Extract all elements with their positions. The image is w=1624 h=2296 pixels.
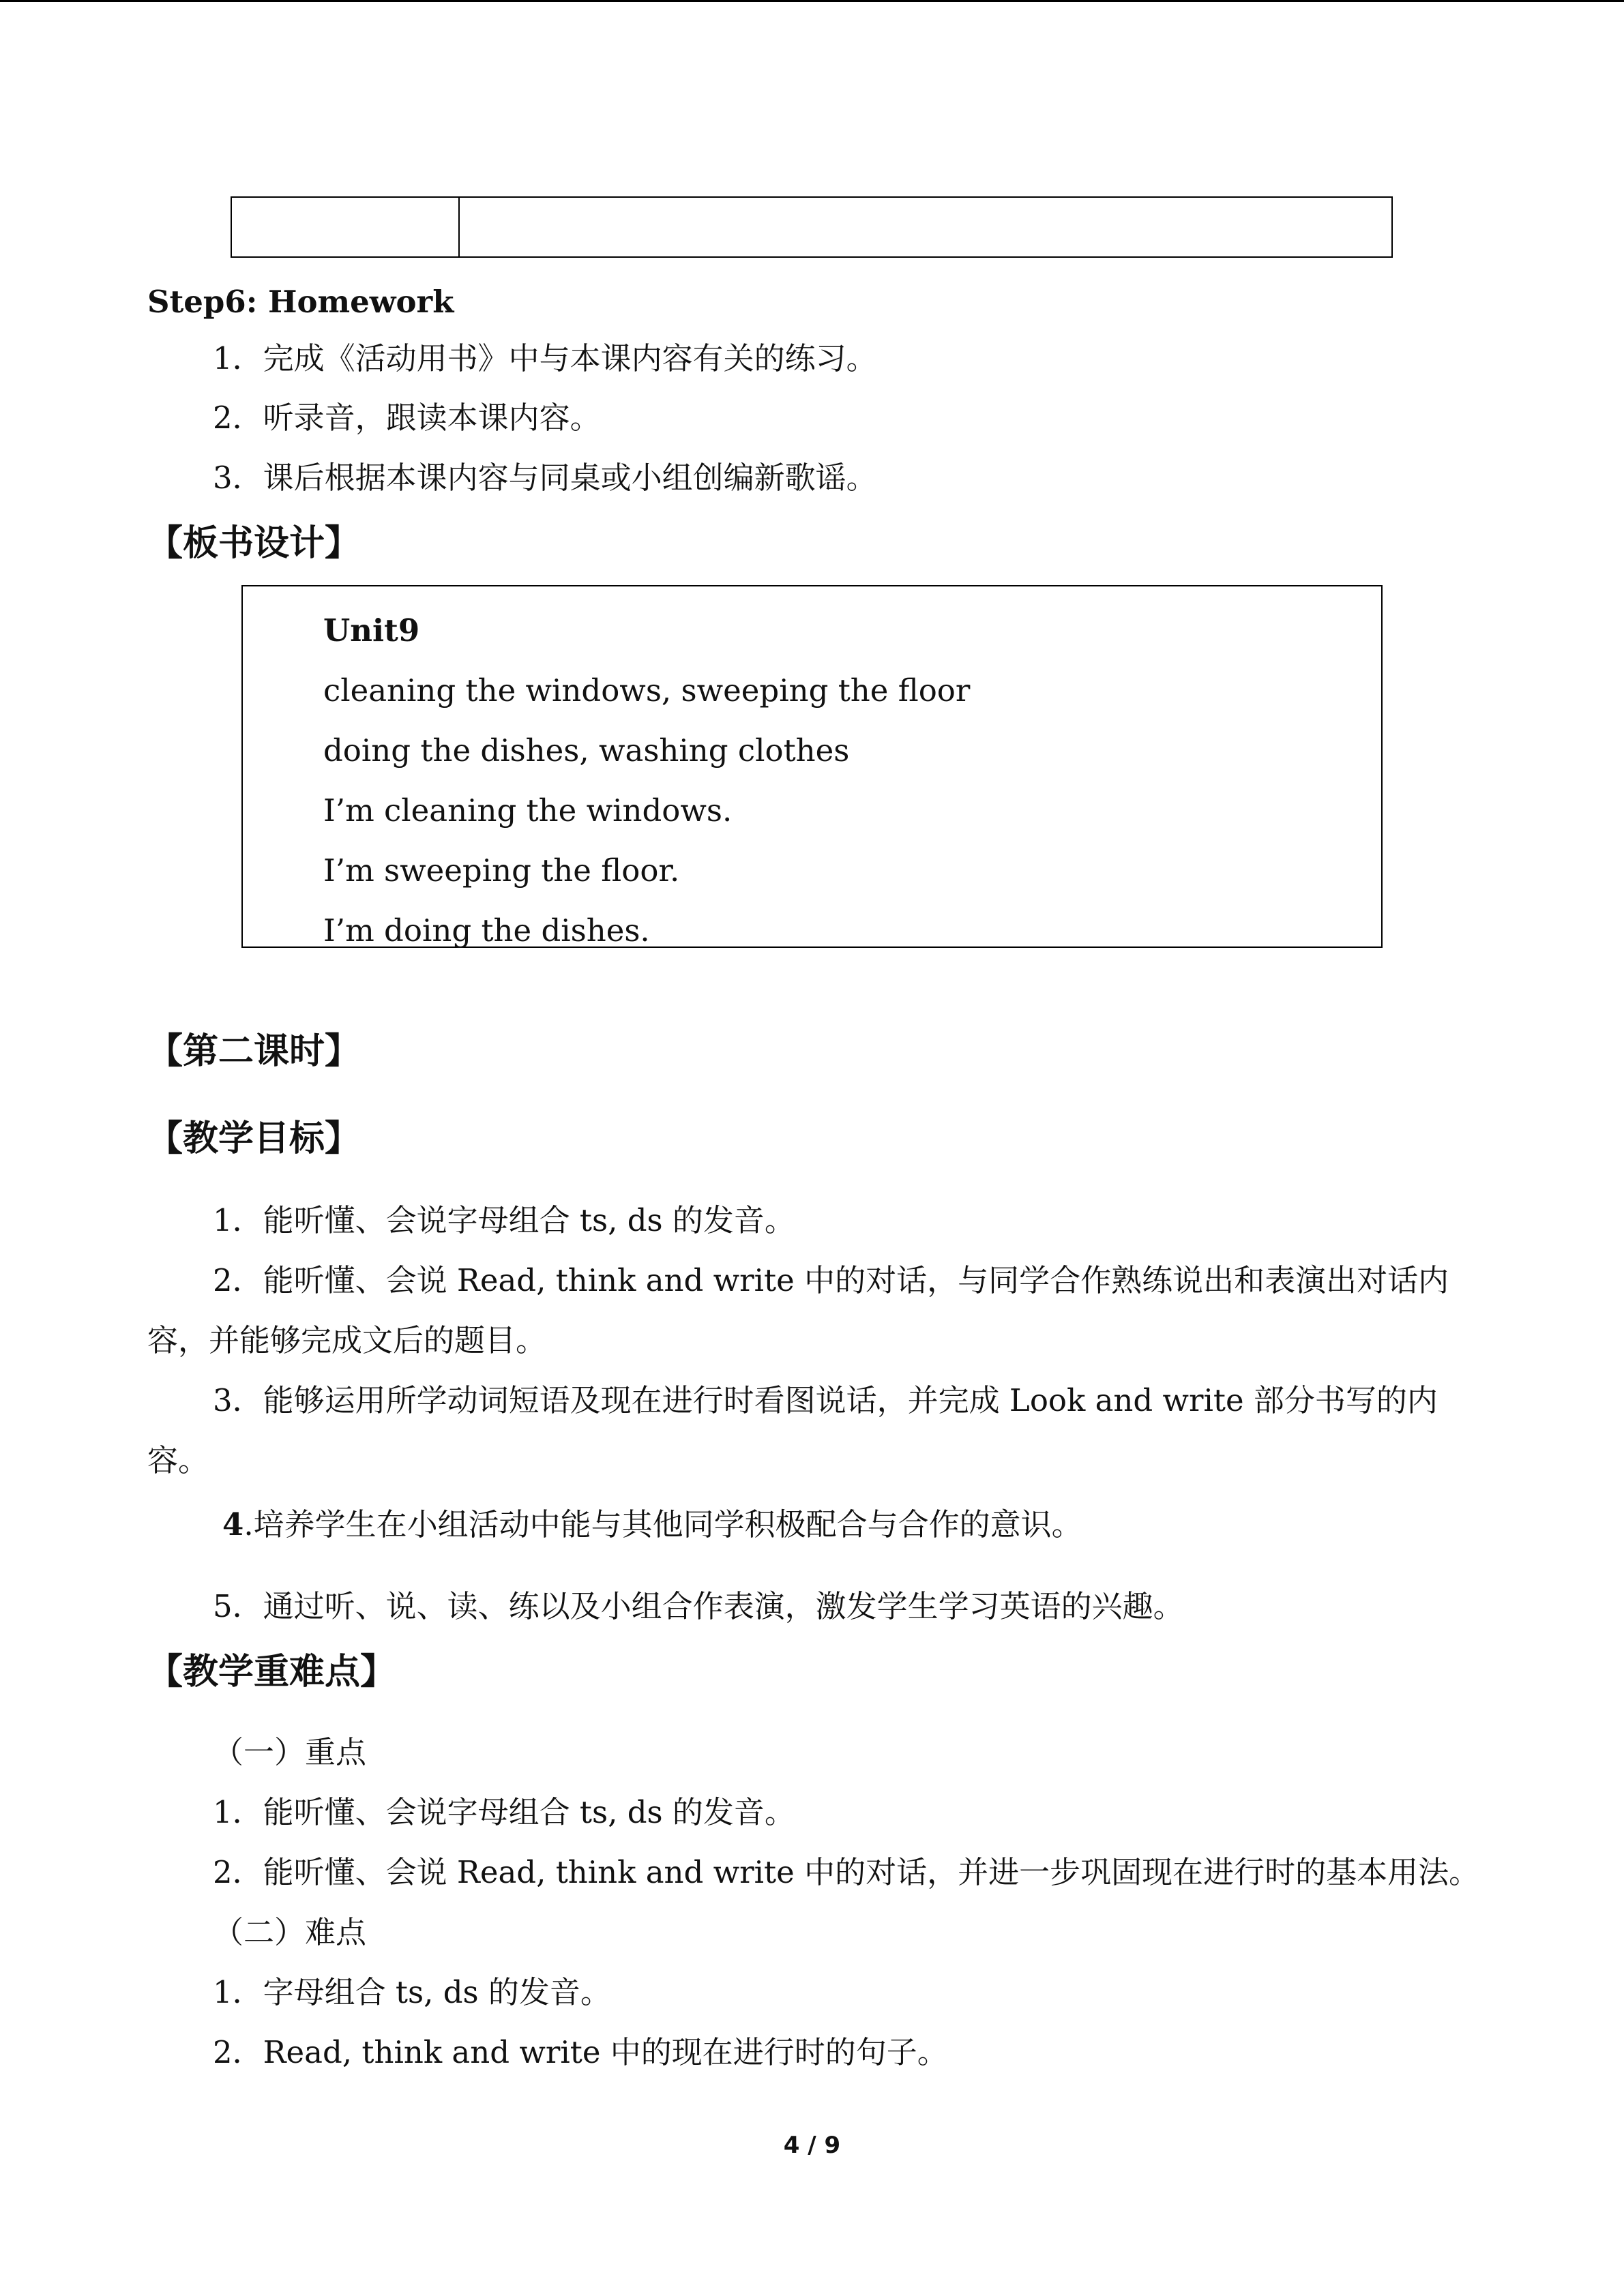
difficulty-label: （二）难点 xyxy=(213,1914,367,1950)
focus-label: （一）重点 xyxy=(213,1734,367,1770)
objective-item-2-cont: 容，并能够完成文后的题目。 xyxy=(147,1322,547,1358)
difficulty-item: 1．字母组合 ts, ds 的发音。 xyxy=(213,1974,611,2010)
objective-item-2: 2．能听懂、会说 Read, think and write 中的对话，与同学合作熟练说出和表演出对话内 xyxy=(213,1262,1449,1298)
focus-item: 1．能听懂、会说字母组合 ts, ds 的发音。 xyxy=(213,1794,795,1830)
key-points-heading: 【教学重难点】 xyxy=(147,1652,396,1693)
homework-item: 2．听录音，跟读本课内容。 xyxy=(213,400,601,436)
homework-item: 3．课后根据本课内容与同桌或小组创编新歌谣。 xyxy=(213,460,877,496)
objective-item-1: 1．能听懂、会说字母组合 ts, ds 的发音。 xyxy=(213,1202,795,1238)
objective-item-3-cont: 容。 xyxy=(147,1442,209,1478)
objectives-heading: 【教学目标】 xyxy=(147,1118,361,1159)
difficulty-item: 2．Read, think and write 中的现在进行时的句子。 xyxy=(213,2034,948,2070)
objective-item-3: 3．能够运用所学动词短语及现在进行时看图说话，并完成 Look and write 部分书写的内 xyxy=(213,1382,1438,1418)
table-cell xyxy=(460,198,1391,256)
board-line: I’m doing the dishes. xyxy=(323,912,650,949)
page-number: 4 / 9 xyxy=(783,2132,841,2159)
objective-item-4-text: .培养学生在小组活动中能与其他同学积极配合与合作的意识。 xyxy=(243,1506,1082,1542)
board-line: I’m cleaning the windows. xyxy=(323,792,733,829)
lesson-2-heading: 【第二课时】 xyxy=(147,1031,361,1072)
table-fragment xyxy=(231,196,1393,258)
table-cell xyxy=(232,198,460,256)
top-border-line xyxy=(0,0,1624,2)
board-line: cleaning the windows, sweeping the floor xyxy=(323,672,971,709)
homework-item: 1．完成《活动用书》中与本课内容有关的练习。 xyxy=(213,340,877,376)
objective-item-4 xyxy=(222,1504,1082,1545)
objective-item-4-number: 4 xyxy=(222,1506,244,1542)
objective-item-5: 5．通过听、说、读、练以及小组合作表演，激发学生学习英语的兴趣。 xyxy=(213,1588,1184,1624)
board-line: doing the dishes, washing clothes xyxy=(323,732,850,769)
board-title: Unit9 xyxy=(323,612,420,648)
board-design-heading: 【板书设计】 xyxy=(147,523,361,564)
focus-item: 2．能听懂、会说 Read, think and write 中的对话，并进一步巩固现在进行时的基本用法。 xyxy=(213,1854,1480,1890)
board-design-box xyxy=(241,585,1383,948)
board-line: I’m sweeping the floor. xyxy=(323,852,680,889)
homework-heading: Step6: Homework xyxy=(147,284,454,320)
